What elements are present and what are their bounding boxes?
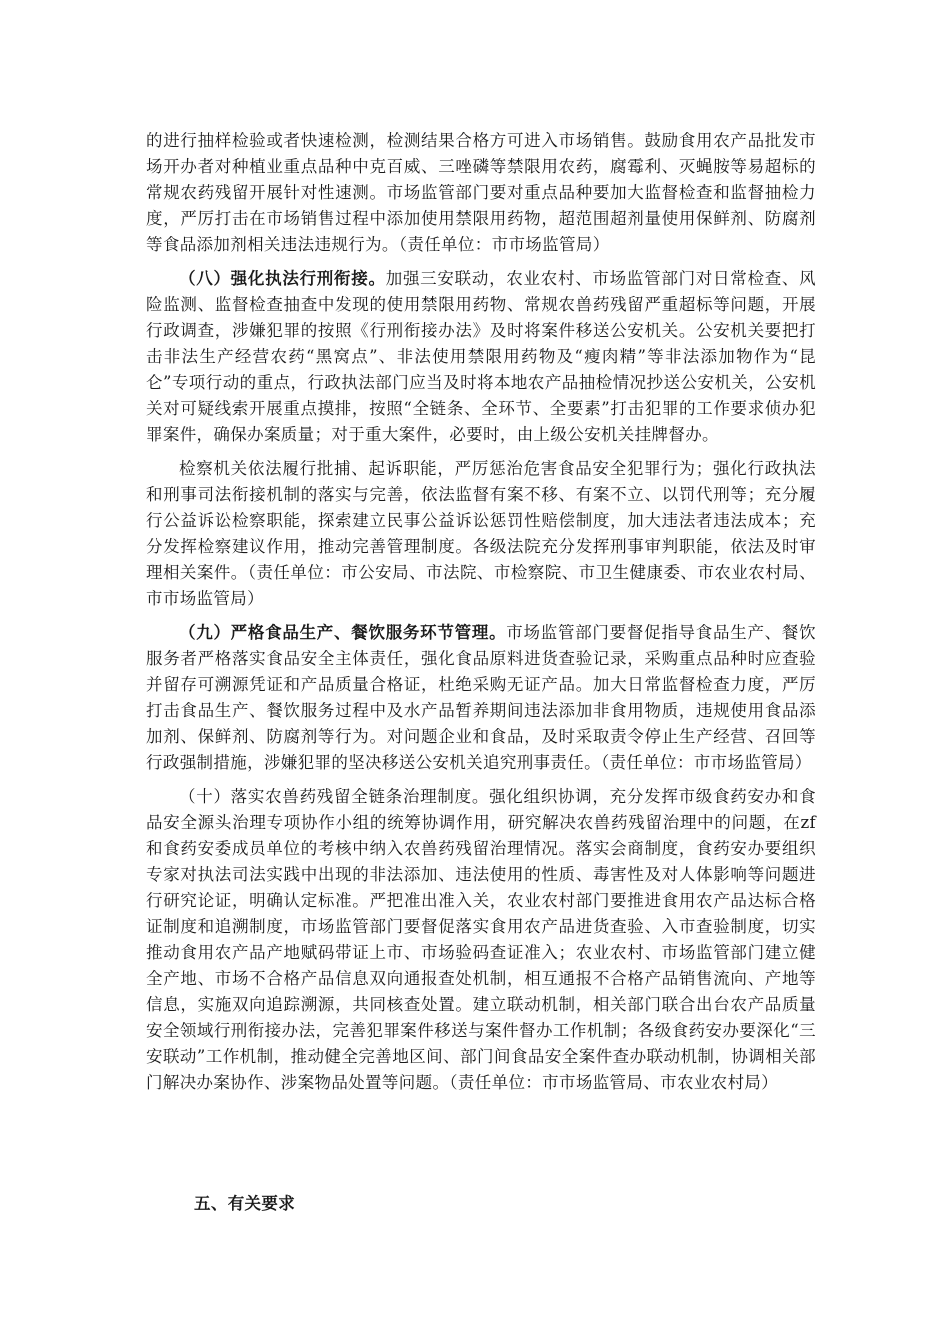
paragraph-body: 市场监管部门要督促指导食品生产、餐饮服务者严格落实食品安全主体责任，强化食品原料进货查验记录，采购重点品种时应查验并留存可溯源凭证和产品质量合格证，杜绝采购无证产品。加大日常监督检查力度，严厉打击食品生产、餐饮服务过程中及水产品暂养期间违法添加非食用物质，违规使用食品添加剂、保鲜剂、防腐剂等行为。对问题企业和食品，及时采取责令停止生产经营、召回等行政强制措施，涉嫌犯罪的坚决移送公安机关追究刑事责任。（责任单位：市市场监管局） [146, 623, 816, 772]
section-heading: 五、有关要求 [194, 1194, 296, 1213]
paragraph-body: 检察机关依法履行批捕、起诉职能，严厉惩治危害食品安全犯罪行为；强化行政执法和刑事司法衔接机制的落实与完善，依法监督有案不移、有案不立、以罚代刑等；充分履行公益诉讼检察职能，探索建立民事公益诉讼惩罚性赔偿制度，加大违法者违法成本；充分发挥检察建议作用，推动完善管理制度。各级法院充分发挥刑事审判职能，依法及时审理相关案件。（责任单位：市公安局、市法院、市检察院、市卫生健康委、市农业农村局、市市场监管局） [146, 459, 816, 608]
paragraph-heading: （九）严格食品生产、餐饮服务环节管理。 [179, 623, 507, 642]
paragraph-item-10 [146, 784, 816, 1096]
paragraph-body: 加强三安联动，农业农村、市场监管部门对日常检查、风险监测、监督检查抽查中发现的使用禁限用药物、常规农兽药残留严重超标等问题，开展行政调查，涉嫌犯罪的按照《行刑衔接办法》及时将案件移送公安机关。公安机关要把打击非法生产经营农药“黑窝点”、非法使用禁限用药物及“瘦肉精”等非法添加物作为“昆仑”专项行动的重点，行政执法部门应当及时将本地农产品抽检情况抄送公安机关，公安机关对可疑线索开展重点摸排，按照“全链条、全环节、全要素”打击犯罪的工作要求侦办犯罪案件，确保办案质量；对于重大案件，必要时，由上级公安机关挂牌督办。 [146, 269, 816, 444]
paragraph-continued [146, 128, 816, 258]
paragraph-procuratorate [146, 456, 816, 612]
paragraph-body: （十）落实农兽药残留全链条治理制度。强化组织协调，充分发挥市级食药安办和食品安全源头治理专项协作小组的统筹协调作用，研究解决农兽药残留治理中的问题，在zf和食药安委成员单位的考核中纳入农兽药残留治理情况。落实会商制度，食药安办要组织专家对执法司法实践中出现的非法添加、违法使用的性质、毒害性及对人体影响等问题进行研究论证，明确认定标准。严把准出准入关，农业农村部门要推进食用农产品达标合格证制度和追溯制度，市场监管部门要督促落实食用农产品进货查验、入市查验制度，切实推动食用农产品产地赋码带证上市、市场验码查证准入；农业农村、市场监管部门建立健全产地、市场不合格产品信息双向通报查处机制，相互通报不合格产品销售流向、产地等信息，实施双向追踪溯源，共同核查处置。建立联动机制，相关部门联合出台农产品质量安全领域行刑衔接办法，完善犯罪案件移送与案件督办工作机制；各级食药安办要深化“三安联动”工作机制，推动健全完善地区间、部门间食品安全案件查办联动机制，协调相关部门解决办案协作、涉案物品处置等问题。（责任单位：市市场监管局、市农业农村局） [146, 787, 816, 1092]
paragraph-heading: （八）强化执法行刑衔接。 [179, 269, 386, 288]
paragraph-item-8 [146, 266, 816, 448]
paragraph-item-9 [146, 620, 816, 776]
paragraph-body: 的进行抽样检验或者快速检测，检测结果合格方可进入市场销售。鼓励食用农产品批发市场开办者对种植业重点品种中克百威、三唑磷等禁限用农药，腐霉利、灭蝇胺等易超标的常规农药残留开展针对性速测。市场监管部门要对重点品种要加大监督检查和监督抽检力度，严厉打击在市场销售过程中添加使用禁限用药物，超范围超剂量使用保鲜剂、防腐剂等食品添加剂相关违法违规行为。（责任单位：市市场监管局） [146, 131, 816, 254]
document-body [146, 128, 816, 1104]
